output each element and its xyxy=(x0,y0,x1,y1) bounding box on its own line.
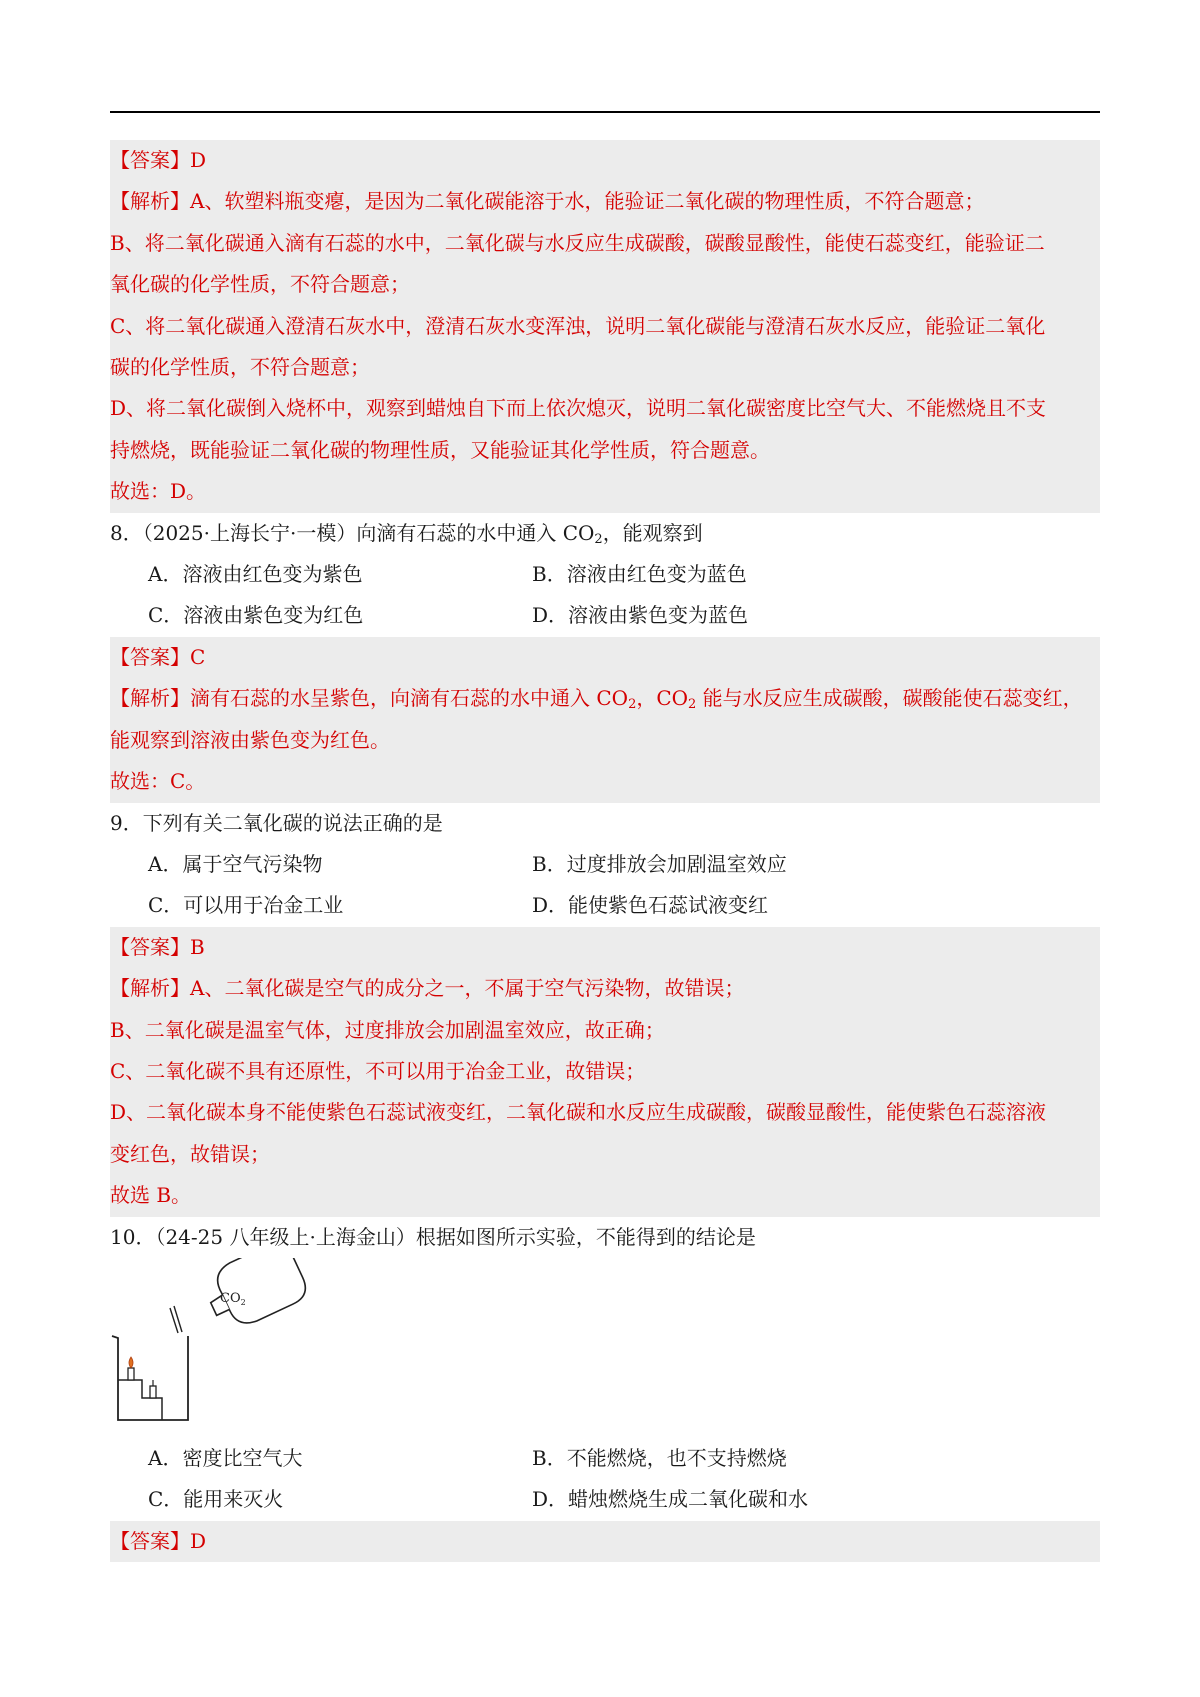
answer-tag: 【答案】 xyxy=(110,148,190,172)
q7-analysis-line xyxy=(110,181,1100,222)
analysis-text: 滴有石蕊的水呈紫色，向滴有石蕊的水中通入 CO xyxy=(190,686,629,711)
option-c: C．溶液由紫色变为红色 xyxy=(148,603,364,628)
option-b: B．过度排放会加剧温室效应 xyxy=(532,851,787,876)
answer-tag: 【答案】 xyxy=(110,1528,190,1553)
analysis-tag: 【解析】 xyxy=(110,976,190,1001)
analysis-text: 能观察到溶液由紫色变为红色。 xyxy=(110,727,390,752)
analysis-text: C、二氧化碳不具有还原性，不可以用于冶金工业，故错误； xyxy=(110,1058,646,1083)
co2-label: $CO_2$ xyxy=(220,1290,246,1307)
option-d: D．能使紫色石蕊试液变红 xyxy=(532,893,769,918)
analysis-text: C、将二氧化碳通入澄清石灰水中，澄清石灰水变浑浊，说明二氧化碳能与澄清石灰水反应，能验证二氧化 xyxy=(110,313,1046,338)
q10-stem: 10．（24-25 八年级上·上海金山）根据如图所示实验，不能得到的结论是 xyxy=(110,1224,756,1249)
q8-options-row-2 xyxy=(110,595,1100,636)
analysis-text: D、将二氧化碳倒入烧杯中，观察到蜡烛自下而上依次熄灭，说明二氧化碳密度比空气大、不能燃烧且不支 xyxy=(110,396,1047,421)
analysis-text: A、软塑料瓶变瘪，是因为二氧化碳能溶于水，能验证二氧化碳的物理性质，不符合题意； xyxy=(190,189,985,214)
analysis-text: 碳的化学性质，不符合题意； xyxy=(110,355,370,380)
answer-value: D xyxy=(190,1528,207,1553)
q9-options-row-2 xyxy=(110,885,1100,926)
answer-tag: 【答案】 xyxy=(110,934,190,959)
q8-stem xyxy=(110,513,1100,554)
q9-options-row-1 xyxy=(110,844,1100,885)
analysis-text: 氧化碳的化学性质，不符合题意； xyxy=(110,272,410,297)
stem-text: 8．（2025·上海长宁·一模）向滴有石蕊的水中通入 CO xyxy=(110,520,595,545)
stem-text: ，能观察到 xyxy=(602,520,703,545)
analysis-text: B、二氧化碳是温室气体，过度排放会加剧温室效应，故正确； xyxy=(110,1017,665,1042)
answer-value: B xyxy=(190,934,205,959)
analysis-text: B、将二氧化碳通入滴有石蕊的水中，二氧化碳与水反应生成碳酸，碳酸显酸性，能使石蕊变红，能验证二 xyxy=(110,230,1045,255)
co2-candle-experiment-figure xyxy=(110,1258,1100,1438)
analysis-text: 持燃烧，既能验证二氧化碳的物理性质，又能验证其化学性质，符合题意。 xyxy=(110,437,770,462)
option-b: B．溶液由红色变为蓝色 xyxy=(532,562,747,587)
q7-answer-block xyxy=(110,140,1100,513)
analysis-text: A、二氧化碳是空气的成分之一，不属于空气污染物，故错误； xyxy=(190,976,745,1001)
conclusion-text: 故选 B。 xyxy=(110,1183,192,1208)
conclusion-text: 故选：D。 xyxy=(110,479,207,504)
option-b: B．不能燃烧，也不支持燃烧 xyxy=(532,1445,787,1470)
answer-tag: 【答案】 xyxy=(110,644,190,669)
answer-value: C xyxy=(190,644,206,669)
q7-answer-line xyxy=(110,140,1100,181)
analysis-tag: 【解析】 xyxy=(110,189,190,214)
header-rule xyxy=(110,111,1100,113)
subscript: 2 xyxy=(594,531,603,547)
subscript: 2 xyxy=(688,697,697,713)
q9-stem: 9．下列有关二氧化碳的说法正确的是 xyxy=(110,810,443,835)
q9-analysis-line xyxy=(110,968,1100,1009)
co2-bottle xyxy=(199,1258,310,1335)
q10-answer-line xyxy=(110,1521,1100,1562)
conclusion-text: 故选：C。 xyxy=(110,769,206,794)
analysis-text: 能与水反应生成碳酸，碳酸能使石蕊变红， xyxy=(696,686,1083,711)
q10-answer-block xyxy=(110,1521,1100,1562)
subscript: 2 xyxy=(628,697,637,713)
option-d: D．溶液由紫色变为蓝色 xyxy=(532,603,749,628)
q8-analysis-line xyxy=(110,678,1100,719)
analysis-text: ，CO xyxy=(636,686,689,711)
q8-answer-line xyxy=(110,637,1100,678)
answer-value: D xyxy=(190,148,207,172)
option-a: A．溶液由红色变为紫色 xyxy=(148,562,363,587)
option-a: A．密度比空气大 xyxy=(148,1445,303,1470)
option-c: C．可以用于冶金工业 xyxy=(148,893,344,918)
analysis-text: 变红色，故错误； xyxy=(110,1141,270,1166)
experiment-diagram xyxy=(110,1258,310,1438)
tall-candle xyxy=(128,1368,134,1380)
q10-options-row-1 xyxy=(110,1438,1100,1479)
candle-flame-icon xyxy=(129,1357,133,1368)
short-candle xyxy=(150,1386,156,1398)
option-c: C．能用来灭火 xyxy=(148,1487,284,1512)
beaker xyxy=(112,1336,188,1420)
analysis-text: D、二氧化碳本身不能使紫色石蕊试液变红，二氧化碳和水反应生成碳酸，碳酸显酸性，能使紫色石蕊溶液 xyxy=(110,1100,1047,1125)
q10-options-row-2 xyxy=(110,1479,1100,1520)
analysis-tag: 【解析】 xyxy=(110,686,190,711)
page-content xyxy=(110,140,1100,1562)
q8-options-row-1 xyxy=(110,554,1100,595)
option-d: D．蜡烛燃烧生成二氧化碳和水 xyxy=(532,1487,809,1512)
q8-answer-block xyxy=(110,637,1100,803)
option-a: A．属于空气污染物 xyxy=(148,851,323,876)
q9-answer-block xyxy=(110,927,1100,1217)
q9-answer-line xyxy=(110,927,1100,968)
